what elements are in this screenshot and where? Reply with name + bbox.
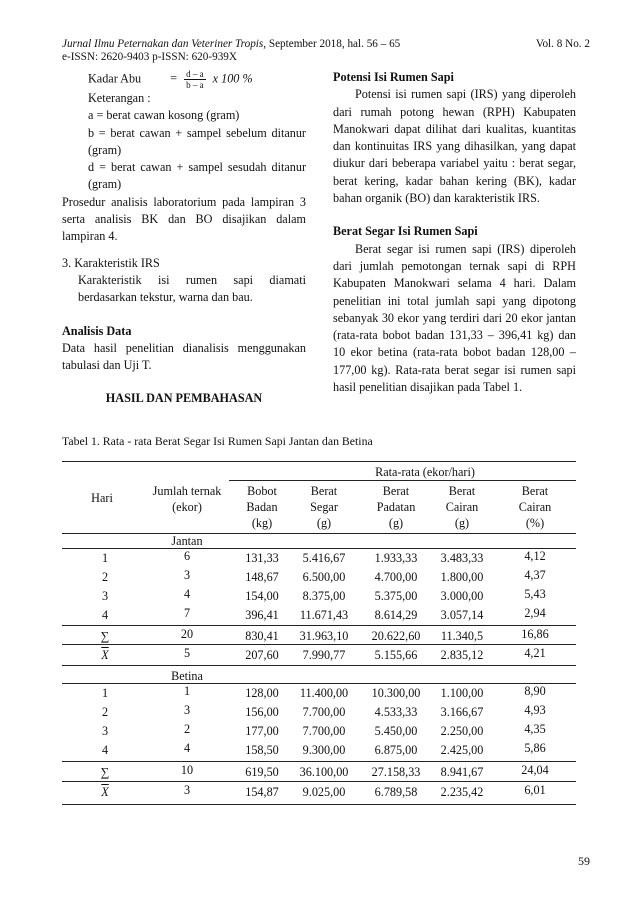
table-cell: 10 — [180, 763, 194, 777]
table-rule-jantan-sum — [62, 625, 576, 626]
table-cell: 5 — [183, 646, 191, 660]
betina-label: Betina — [171, 669, 203, 683]
table-cell: 156,00 — [245, 705, 279, 719]
table-cell: 7 — [183, 606, 191, 620]
table-cell: 1 — [101, 551, 109, 565]
table-cell: 1.800,00 — [440, 570, 484, 584]
table-cell: 5,43 — [524, 587, 546, 601]
berat-text: Berat segar isi rumen sapi (IRS) diperoleh dari jumlah pemotongan ternak sapi di RPH Kabupaten Manokwari selama 4 hari. Dalam penelitian ini total jumlah sapi yang dipotong sebanyak 30 ekor yang terdiri dari 20 ekor jantan (rata-rata bobot badan 131,33 – 396,41 kg) dan 10 ekor betina (rata-rata bobot badan 128,00 – 177,00 kg). Rata-rata berat segar isi rumen sapi hasil penelitian disajikan pada Tabel 1. — [333, 241, 576, 395]
table-cell: 1 — [101, 686, 109, 700]
table-cell: 11.340,5 — [440, 629, 484, 643]
table-cell: 36.100,00 — [299, 765, 349, 779]
table-cell: 148,67 — [245, 570, 279, 584]
table-cell: 1.100,00 — [440, 686, 484, 700]
col-header-segar-1: Berat — [310, 484, 338, 498]
col-header-padatan-3: (g) — [388, 516, 404, 530]
table-cell: 20 — [180, 627, 194, 641]
table-cell: 1.933,33 — [374, 551, 418, 565]
table-cell: 3 — [183, 783, 191, 797]
table-cell: 9.025,00 — [302, 785, 346, 799]
table-cell: 16,86 — [521, 627, 549, 641]
table-caption: Tabel 1. Rata - rata Berat Segar Isi Rumen Sapi Jantan dan Betina — [62, 434, 373, 448]
col-header-cairan-pct-2: Cairan — [518, 500, 552, 514]
table-rule-jantan — [62, 548, 576, 549]
formula-denominator: b – a — [186, 80, 204, 90]
journal-name: Jurnal Ilmu Peternakan dan Veteriner Tropis, — [62, 38, 267, 50]
table-rule-bottom — [62, 804, 576, 805]
table-cell: 4 — [101, 743, 109, 757]
analisis-heading: Analisis Data — [62, 323, 132, 338]
table-cell: 5.155,66 — [374, 648, 418, 662]
col-header-jumlah-1: Jumlah ternak — [152, 484, 222, 498]
table-cell: 9.300,00 — [302, 743, 346, 757]
table-cell: 3.483,33 — [440, 551, 484, 565]
col-header-jumlah-2: (ekor) — [172, 500, 202, 514]
col-header-cairan-g-2: Cairan — [445, 500, 479, 514]
potensi-text: Potensi isi rumen sapi (IRS) yang diperoleh dari rumah potong hewan (RPH) Kabupaten Manokwari dapat dilihat dari kualitas, kuantitas dan kontinuitas IRS yang dihasilkan, yang dapat diukur dari beberapa variabel yaitu : berat segar, berat kering, kadar bahan kering (BK), kadar bahan organik (BO) dan karakteristik IRS. — [333, 87, 576, 206]
table-cell: 27.158,33 — [371, 765, 421, 779]
table-cell: 131,33 — [245, 551, 279, 565]
table-cell: 396,41 — [245, 608, 279, 622]
table-cell: 4,12 — [524, 549, 546, 563]
col-header-cairan-g-1: Berat — [448, 484, 476, 498]
table-rule-betina — [62, 683, 576, 684]
col-header-cairan-pct-1: Berat — [521, 484, 549, 498]
table-cell: 4 — [183, 587, 191, 601]
table-cell: 24,04 — [521, 763, 549, 777]
table-rule-betina-top — [62, 665, 576, 666]
table-cell: 2.425,00 — [440, 743, 484, 757]
col-header-cairan-g-3: (g) — [454, 516, 470, 530]
legend-b: b = berat cawan + sampel sebelum ditanur (gram) — [88, 125, 306, 157]
table-cell: 7.700,00 — [302, 724, 346, 738]
formula-tail: x 100 % — [212, 71, 253, 86]
table-cell: 4 — [101, 608, 109, 622]
table-cell: 2 — [101, 570, 109, 584]
table-cell: 11.400,00 — [299, 686, 349, 700]
table-cell: 5.375,00 — [374, 589, 418, 603]
item3-title: 3. Karakteristik IRS — [62, 255, 160, 270]
table-cell: 207,60 — [245, 648, 279, 662]
item3-text: Karakteristik isi rumen sapi diamati berdasarkan tekstur, warna dan bau. — [78, 272, 306, 305]
table-cell: 4,37 — [524, 568, 546, 582]
table-cell: $\overline{X}$ — [101, 785, 109, 799]
table-cell: 3 — [101, 589, 109, 603]
table-cell: 5.416,67 — [302, 551, 346, 565]
table-cell: 177,00 — [245, 724, 279, 738]
table-cell: 6 — [183, 549, 191, 563]
table-cell: 154,87 — [245, 785, 279, 799]
table-rule-betina-sum — [62, 761, 576, 762]
formula-eq: = — [170, 71, 178, 86]
table-rule-group — [229, 480, 576, 481]
table-cell: 4.533,33 — [374, 705, 418, 719]
table-cell: 619,50 — [245, 765, 279, 779]
table-cell: 4,93 — [524, 703, 546, 717]
table-cell: 8.941,67 — [440, 765, 484, 779]
table-cell: 6.875,00 — [374, 743, 418, 757]
table-cell: 5.450,00 — [374, 724, 418, 738]
volume: Vol. 8 No. 2 — [535, 38, 590, 50]
table-rule-top — [62, 461, 576, 462]
table-cell: 7.700,00 — [302, 705, 346, 719]
berat-heading: Berat Segar Isi Rumen Sapi — [333, 224, 478, 239]
table-cell: 8,90 — [524, 684, 546, 698]
table-cell: 4,21 — [524, 646, 546, 660]
table-cell: $\overline{X}$ — [101, 648, 109, 662]
table-rule-betina-mean — [62, 781, 576, 782]
table-cell: 6,01 — [524, 783, 546, 797]
table-cell: 4 — [183, 741, 191, 755]
col-header-hari: Hari — [91, 491, 113, 505]
table-cell: 154,00 — [245, 589, 279, 603]
legend-a: a = berat cawan kosong (gram) — [88, 108, 240, 123]
table-cell: 2.835,12 — [440, 648, 484, 662]
table-cell: 4.700,00 — [374, 570, 418, 584]
table-cell: 2 — [183, 722, 191, 736]
jantan-label: Jantan — [171, 534, 203, 548]
table-cell: 10.300,00 — [371, 686, 421, 700]
table-rule-header — [62, 533, 576, 534]
formula-numerator: d – a — [186, 69, 204, 79]
table-cell: 3 — [101, 724, 109, 738]
potensi-heading: Potensi Isi Rumen Sapi — [333, 70, 454, 84]
table-cell: 3 — [183, 568, 191, 582]
col-header-bobot-1: Bobot — [247, 484, 277, 498]
journal-date-pages: September 2018, hal. 56 – 65 — [268, 38, 401, 50]
col-header-padatan-1: Berat — [382, 484, 410, 498]
col-header-segar-3: (g) — [316, 516, 332, 530]
table-cell: 31.963,10 — [299, 629, 349, 643]
table-cell: 8.614,29 — [374, 608, 418, 622]
table-cell: 2,94 — [524, 606, 546, 620]
formula-label: Kadar Abu — [88, 71, 142, 86]
page-number: 59 — [578, 854, 590, 868]
table-cell: 6.789,58 — [374, 785, 418, 799]
analisis-text: Data hasil penelitian dianalisis menggunakan tabulasi dan Uji T. — [62, 340, 306, 373]
col-header-bobot-2: Badan — [246, 500, 278, 514]
col-header-cairan-pct-3: (%) — [525, 516, 545, 530]
table-cell: 3.057,14 — [440, 608, 484, 622]
table-cell: 7.990,77 — [302, 648, 346, 662]
group-header: Rata-rata (ekor/hari) — [375, 465, 475, 479]
keterangan-label: Keterangan : — [88, 91, 151, 105]
issn: e-ISSN: 2620-9403 p-ISSN: 620-939X — [62, 51, 237, 63]
table-cell: ∑ — [100, 765, 110, 779]
table-rule-jantan-mean — [62, 644, 576, 645]
table-cell: 2 — [101, 705, 109, 719]
hasil-heading: HASIL DAN PEMBAHASAN — [105, 391, 263, 406]
table-cell: 2.250,00 — [440, 724, 484, 738]
table-cell: 2.235,42 — [440, 785, 484, 799]
table-cell: 5,86 — [524, 741, 546, 755]
table-cell: 11.671,43 — [299, 608, 349, 622]
prosedur-text: Prosedur analisis laboratorium pada lampiran 3 serta analisis BK dan BO disajikan dalam lampiran 4. — [62, 194, 306, 244]
table-cell: 8.375,00 — [302, 589, 346, 603]
table-cell: 1 — [183, 684, 191, 698]
table-cell: ∑ — [100, 629, 110, 643]
table-cell: 3.000,00 — [440, 589, 484, 603]
col-header-bobot-3: (kg) — [251, 516, 273, 530]
table-cell: 830,41 — [245, 629, 279, 643]
legend-d: d = berat cawan + sampel sesudah ditanur (gram) — [88, 160, 306, 192]
col-header-padatan-2: Padatan — [376, 500, 416, 514]
table-cell: 6.500,00 — [302, 570, 346, 584]
table-cell: 3.166,67 — [440, 705, 484, 719]
table-cell: 158,50 — [245, 743, 279, 757]
table-cell: 3 — [183, 703, 191, 717]
table-cell: 4,35 — [524, 722, 546, 736]
col-header-segar-2: Segar — [310, 500, 338, 514]
table-cell: 20.622,60 — [371, 629, 421, 643]
table-cell: 128,00 — [245, 686, 279, 700]
